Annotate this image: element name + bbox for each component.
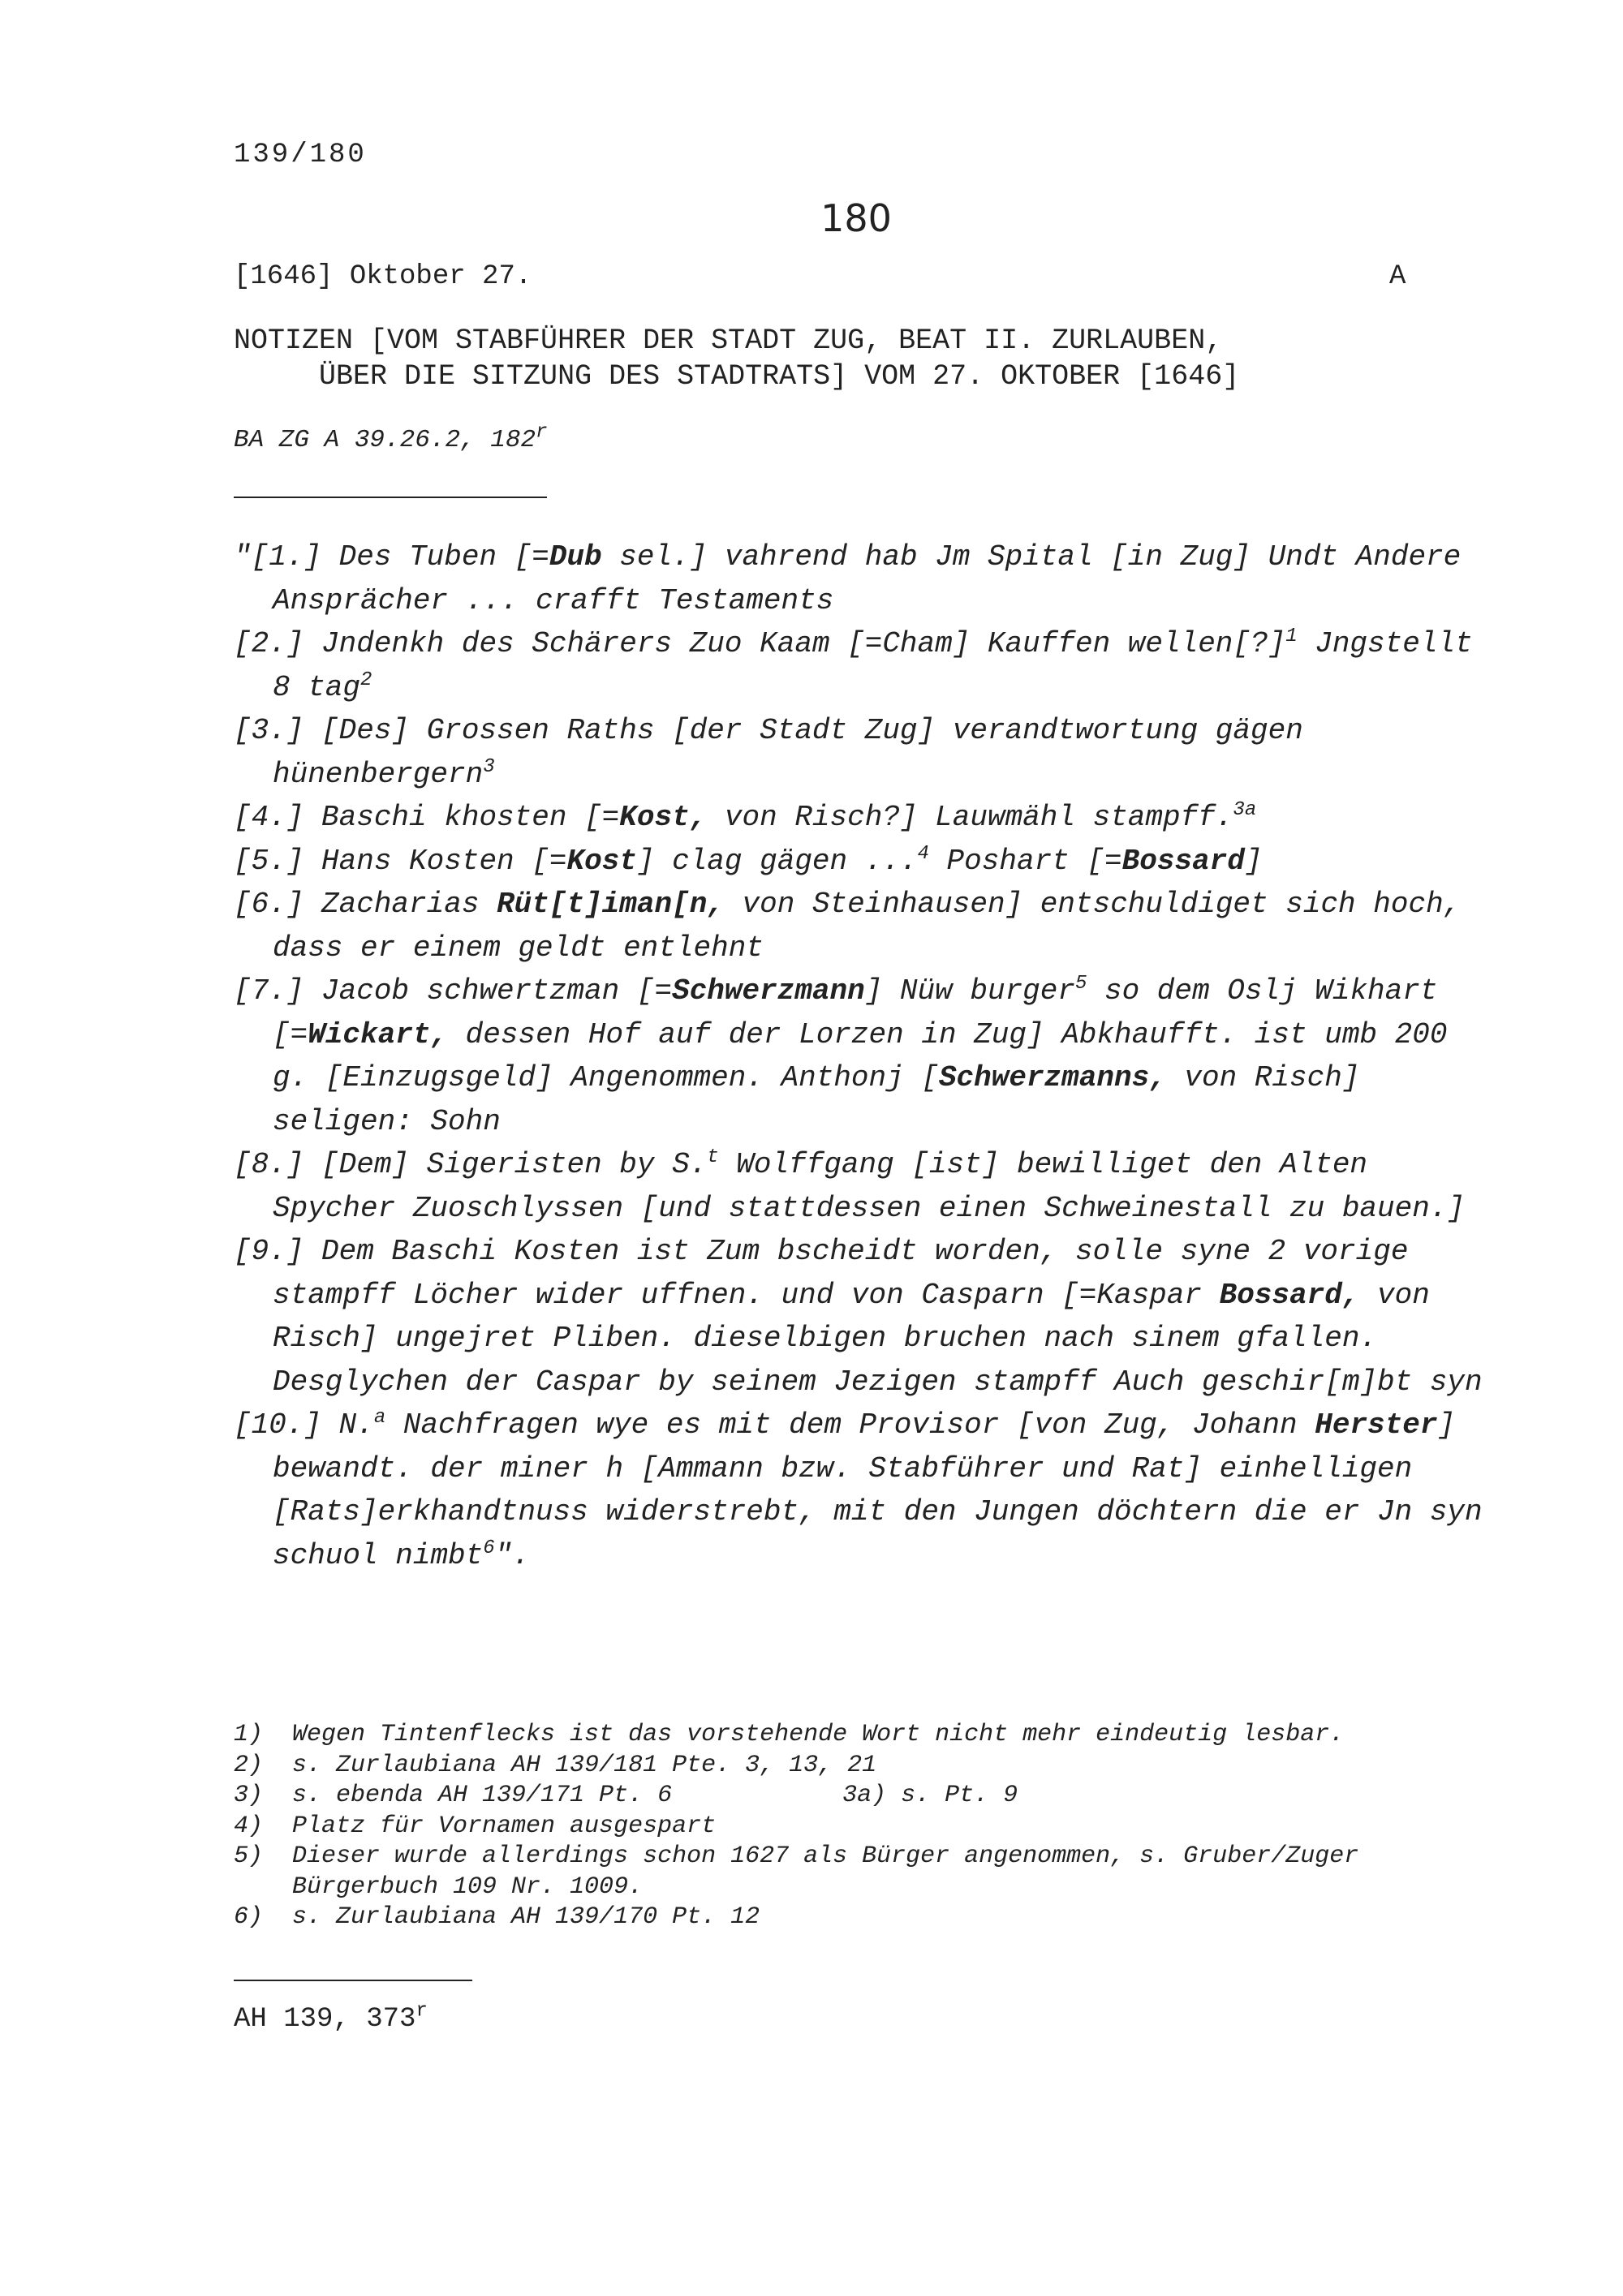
entry-1: "[1.] Des Tuben [=Dub sel.] vahrend hab Jm Spital [in Zug] Undt Andere Ansprächer ... crafft Testaments — [234, 540, 1462, 617]
footnote-ref: 4 — [917, 842, 929, 865]
footnote-1: 1) Wegen Tintenflecks ist das vorstehende Wort nicht mehr eindeutig lesbar. — [234, 1721, 1345, 1748]
source-superscript: r — [536, 421, 548, 444]
person-name: Schwerzmann — [672, 974, 865, 1008]
footnote-ref: 3a — [1233, 799, 1257, 821]
footnote-ref: 5 — [1074, 973, 1087, 995]
entry-3: [3.] [Des] Grossen Raths [der Stadt Zug] verandtwortung gägen hünenbergern$^3$ — [234, 714, 1303, 791]
footnote-6: 6) s. Zurlaubiana AH 139/170 Pt. 12 — [234, 1903, 760, 1931]
header-divider — [234, 497, 547, 498]
footer-divider — [234, 1980, 472, 1981]
document-mark: A — [1389, 261, 1406, 292]
document-title — [234, 323, 1239, 394]
document-date: [1646] Oktober 27. — [234, 261, 532, 292]
footnote-ref: 1 — [1285, 626, 1298, 647]
footer-superscript: r — [415, 2000, 428, 2023]
footnote-3a: 3a) s. Pt. 9 — [842, 1782, 1018, 1809]
footnote-3: 3) s. ebenda AH 139/171 Pt. 6 3a) s. Pt. 9 — [234, 1782, 1018, 1809]
entry-10: [10.] N.$^a$ Nachfragen wye es mit dem Provisor [von Zug, Johann Herster] bewandt. der miner h [Ammann bzw. Stabführer und Rat] einhelligen [Rats]erkhandtnuss widerstrebt, mit den Jungen döchtern die er Jn syn schuol nimbt$^6$". — [234, 1407, 1483, 1572]
person-name: Bossard — [1121, 844, 1245, 878]
title-line-1: NOTIZEN [VOM STABFÜHRER DER STADT ZUG, BEAT II. ZURLAUBEN, — [234, 325, 1223, 357]
entry-6: [6.] Zacharias Rüt[t]iman[n, von Steinhausen] entschuldiget sich hoch, dass er einem geldt entlehnt — [234, 888, 1462, 965]
transcription-body — [234, 535, 1500, 1577]
abbreviation-superscript: a — [373, 1407, 386, 1429]
footnote-ref: 2 — [360, 669, 372, 691]
person-name: Dub — [549, 540, 602, 574]
footnote-5: 5) Dieser wurde allerdings schon 1627 als Bürger angenommen, s. Gruber/Zuger Bürgerbuch 109 Nr. 1009. — [234, 1842, 1359, 1901]
source-text: BA ZG A 39.26.2, 182 — [234, 426, 536, 454]
footnote-ref: 6 — [483, 1537, 495, 1559]
footnotes — [234, 1720, 1500, 1933]
footnote-4: 4) Platz für Vornamen ausgespart — [234, 1812, 717, 1840]
entry-5: [5.] Hans Kosten [=Kost] clag gägen ...$^4$ Poshart [=Bossard] — [234, 842, 1263, 878]
entry-8: [8.] [Dem] Sigeristen by S.$^t$ Wolffgang [ist] bewilliget den Alten Spycher Zuoschlyssen [und stattdessen einen Schweinestall zu bauen.] — [234, 1146, 1466, 1225]
entry-2: [2.] Jndenkh des Schärers Zuo Kaam [=Cham] Kauffen wellen[?]$^1$ Jngstellt 8 tag$^2$ — [234, 626, 1473, 704]
abbreviation-superscript: t — [707, 1146, 719, 1168]
person-name: Rüt[t]iman[n, — [497, 888, 725, 921]
entry-4: [4.] Baschi khosten [=Kost, von Risch?] Lauwmähl stampff.$^{3a}$ — [234, 799, 1257, 834]
person-name: Wickart, — [308, 1017, 449, 1051]
document-number: 180 — [820, 196, 892, 240]
entry-9: [9.] Dem Baschi Kosten ist Zum bscheidt worden, solle syne 2 vorige stampff Löcher wider uffnen. und von Casparn [=Kaspar Bossard, von Risch] ungejret Pliben. dieselbigen bruchen nach sinem gfallen. Desglychen der Caspar by seinem Jezigen stampff Auch geschir[m]bt syn — [234, 1235, 1483, 1399]
person-name: Herster — [1315, 1408, 1438, 1442]
footnote-ref: 3 — [483, 755, 495, 778]
footer-reference: AH 139, 373$^r$ — [234, 2000, 428, 2035]
footnote-2: 2) s. Zurlaubiana AH 139/181 Pte. 3, 13, 21 — [234, 1751, 877, 1779]
person-name: Kost, — [619, 801, 708, 834]
person-name: Kost — [566, 844, 637, 878]
collection-reference: 139/180 — [234, 140, 367, 170]
entry-7: [7.] Jacob schwertzman [=Schwerzmann] Nüw burger$^5$ so dem Oslj Wikhart [=Wickart, dessen Hof auf der Lorzen in Zug] Abkhaufft. ist umb 200 g. [Einzugsgeld] Angenommen. Anthonj [Schwerzmanns, von Risch] seligen: Sohn — [234, 973, 1448, 1138]
person-name: Bossard, — [1219, 1278, 1360, 1312]
archive-source — [234, 421, 548, 454]
title-line-2: ÜBER DIE SITZUNG DES STADTRATS] VOM 27. OKTOBER [1646] — [234, 360, 1240, 393]
person-name: Schwerzmanns, — [938, 1061, 1167, 1094]
